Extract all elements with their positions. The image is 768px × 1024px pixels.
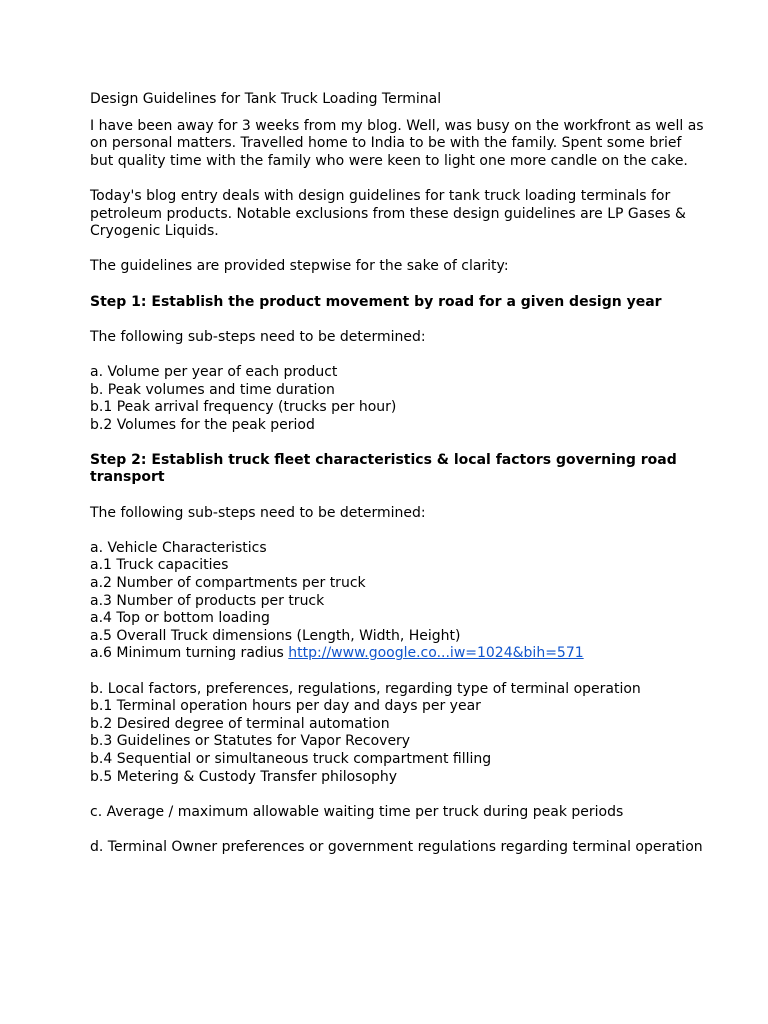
step-1-item: b.2 Volumes for the peak period <box>90 416 315 433</box>
vehicle-item: a.2 Number of compartments per truck <box>90 575 366 592</box>
vehicle-item: a. Vehicle Characteristics <box>90 539 267 556</box>
vehicle-item: a.4 Top or bottom loading <box>90 610 270 627</box>
step-1-item: b.1 Peak arrival frequency (trucks per hour) <box>90 399 397 416</box>
step-1-heading: Step 1: Establish the product movement by road for a given design year <box>90 293 662 310</box>
turning-radius-link[interactable]: http://www.google.co...iw=1024&bih=571 <box>288 645 584 662</box>
turning-radius-label: a.6 Minimum turning radius <box>90 645 289 662</box>
owner-preferences-item: d. Terminal Owner preferences or government regulations regarding terminal operation <box>90 838 703 855</box>
step-2-subheading: The following sub-steps need to be determined: <box>90 504 426 521</box>
local-factor-item: b. Local factors, preferences, regulations, regarding type of terminal operation <box>90 680 641 697</box>
local-factor-item: b.5 Metering & Custody Transfer philosophy <box>90 768 398 785</box>
step-1-item: a. Volume per year of each product <box>90 363 338 380</box>
vehicle-item: a.3 Number of products per truck <box>90 592 325 609</box>
intro-paragraph: I have been away for 3 weeks from my blog. Well, was busy on the workfront as well as on personal matters. Travelled home to India to be with the family. Spent some brief but quality time with the family who were keen to light one more candle on the cake. <box>90 117 704 169</box>
local-factor-item: b.2 Desired degree of terminal automation <box>90 715 390 732</box>
vehicle-item: a.1 Truck capacities <box>90 557 229 574</box>
waiting-time-item: c. Average / maximum allowable waiting time per truck during peak periods <box>90 803 624 820</box>
intro-paragraph: The guidelines are provided stepwise for the sake of clarity: <box>90 258 509 275</box>
document-title: Design Guidelines for Tank Truck Loading Terminal <box>90 91 442 107</box>
vehicle-item: a.5 Overall Truck dimensions (Length, Width, Height) <box>90 627 461 644</box>
step-1-subheading: The following sub-steps need to be determined: <box>90 328 426 345</box>
local-factor-item: b.3 Guidelines or Statutes for Vapor Recovery <box>90 733 411 750</box>
step-1-item: b. Peak volumes and time duration <box>90 381 335 398</box>
local-factor-item: b.4 Sequential or simultaneous truck compartment filling <box>90 750 492 767</box>
intro-paragraph: Today's blog entry deals with design guidelines for tank truck loading terminals for petroleum products. Notable exclusions from these design guidelines are LP Gases & Cryogenic Liquids. <box>90 187 686 240</box>
turning-radius-item <box>90 645 708 663</box>
local-factor-item: b.1 Terminal operation hours per day and days per year <box>90 698 481 715</box>
step-2-heading: Step 2: Establish truck fleet characteristics & local factors governing road transport <box>90 451 677 486</box>
